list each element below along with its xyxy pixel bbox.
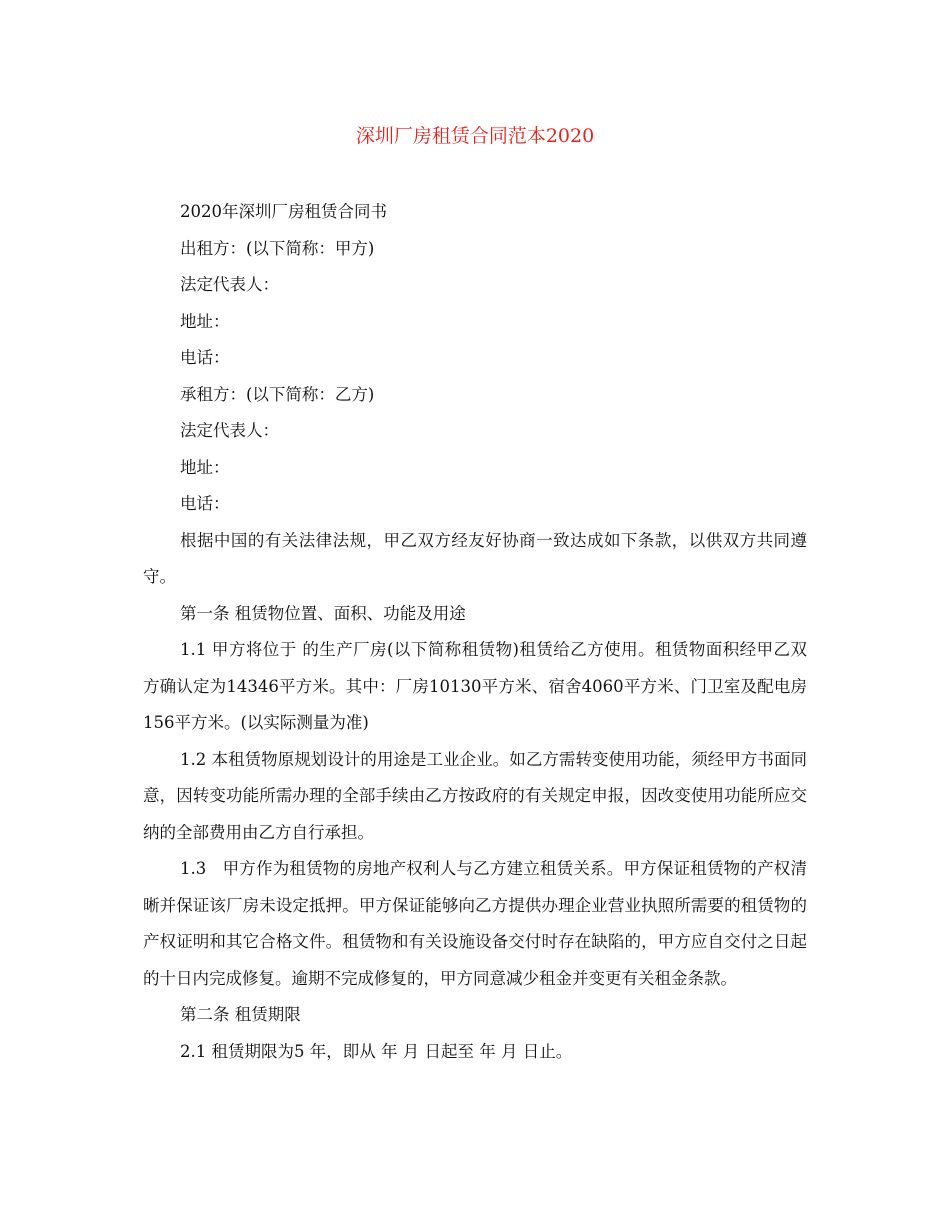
paragraph-lessee-address: 地址：	[180, 457, 230, 477]
paragraph-lessor-phone: 电话：	[180, 348, 230, 367]
paragraph-clause-1-1: 1.1 甲方将位于 的生产厂房(以下简称租赁物)租赁给乙方使用。租赁物面积经甲乙双方确认定为14346平方米。其中：厂房10130平方米、宿舍4060平方米、门卫室及配电房156平方米。(以实际测量为准)	[143, 640, 807, 732]
document-title: 深圳厂房租赁合同范本2020	[355, 125, 595, 147]
paragraph-clause-1-3: 1.3 甲方作为租赁物的房地产权利人与乙方建立租赁关系。甲方保证租赁物的产权清晰并保证该厂房未设定抵押。甲方保证能够向乙方提供办理企业营业执照所需要的租赁物的产权证明和其它合格文件。租赁物和有关设施设备交付时存在缺陷的，甲方应自交付之日起的十日内完成修复。逾期不完成修复的，甲方同意减少租金并变更有关租金条款。	[143, 859, 807, 988]
paragraph-article-1-heading: 第一条 租赁物位置、面积、功能及用途	[180, 603, 466, 623]
paragraph-article-2-heading: 第二条 租赁期限	[180, 1005, 301, 1024]
paragraph-preamble: 根据中国的有关法律法规，甲乙双方经友好协商一致达成如下条款，以供双方共同遵守。	[143, 530, 807, 586]
document-body	[143, 194, 807, 1070]
paragraph-clause-2-1: 2.1 租赁期限为5 年，即从 年 月 日起至 年 月 日止。	[180, 1041, 573, 1061]
paragraph-lessee-representative: 法定代表人：	[180, 421, 279, 440]
paragraph-lessee-phone: 电话：	[180, 494, 230, 513]
paragraph-lessee: 承租方：(以下简称：乙方)	[180, 384, 375, 404]
paragraph-contract-heading: 2020年深圳厂房租赁合同书	[180, 202, 387, 221]
paragraph-lessor-address: 地址：	[180, 311, 230, 331]
paragraph-clause-1-2: 1.2 本租赁物原规划设计的用途是工业企业。如乙方需转变使用功能，须经甲方书面同意，因转变功能所需办理的全部手续由乙方按政府的有关规定申报，因改变使用功能所应交纳的全部费用由乙方自行承担。	[143, 749, 807, 842]
paragraph-lessor-representative: 法定代表人：	[180, 275, 279, 294]
paragraph-lessor: 出租方：(以下简称：甲方)	[180, 238, 375, 258]
